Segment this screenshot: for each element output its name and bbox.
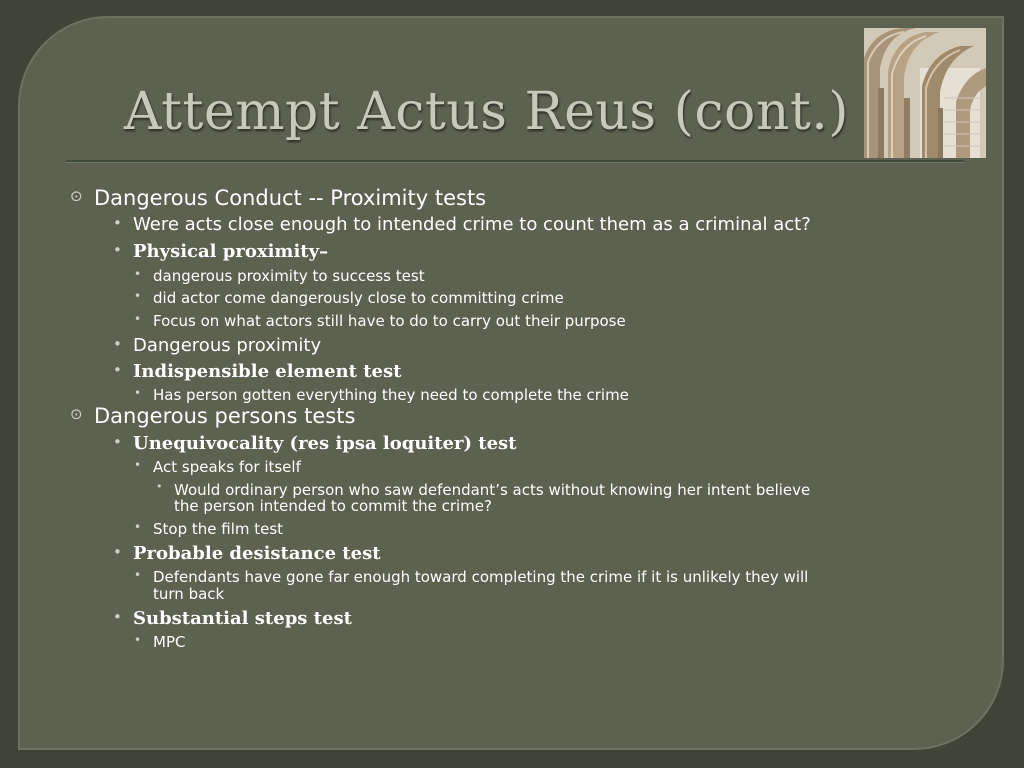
bullet-text: Defendants have gone far enough toward completing the crime if it is unlikely they will (153, 568, 809, 586)
bullet-l2 (113, 241, 329, 262)
bullet-text: Dangerous proximity (133, 335, 322, 356)
bullet-l3 (134, 520, 284, 538)
dot-bullet-icon: • (134, 289, 142, 303)
dot-bullet-icon: • (134, 312, 142, 326)
bullet-text: Indispensible element test (133, 361, 402, 382)
bullet-text: did actor come dangerously close to committing crime (153, 289, 564, 307)
bullet-l2 (113, 433, 517, 454)
dot-bullet-icon: • (113, 214, 122, 232)
bullet-text: Probable desistance test (133, 543, 381, 564)
bullet-text: MPC (153, 633, 186, 651)
dot-bullet-icon: • (113, 335, 122, 353)
circle-bullet-icon: ⊙ (70, 187, 83, 205)
bullet-text: Unequivocality (res ipsa loquiter) test (133, 433, 517, 454)
bullet-l3 (134, 568, 809, 586)
dot-bullet-icon: • (113, 433, 122, 451)
gothic-arches-illustration (864, 28, 986, 158)
bullet-text: Dangerous persons tests (94, 404, 356, 428)
bullet-text: Substantial steps test (133, 608, 352, 629)
bullet-l3 (134, 267, 425, 285)
gothic-arches-photo (864, 28, 986, 158)
bullet-text: the person intended to commit the crime? (174, 497, 492, 515)
dot-bullet-icon: • (134, 633, 142, 647)
dot-bullet-icon: • (134, 568, 142, 582)
dot-bullet-icon: • (113, 543, 122, 561)
bullet-text: turn back (153, 585, 225, 603)
dot-bullet-icon: • (113, 241, 122, 259)
circle-bullet-icon: ⊙ (70, 405, 83, 423)
bullet-l2 (113, 543, 381, 564)
title-divider (66, 160, 964, 163)
bullet-l3-continuation (153, 587, 224, 603)
bullet-text: Dangerous Conduct -- Proximity tests (94, 186, 487, 210)
bullet-text: Were acts close enough to intended crime to count them as a criminal act? (133, 214, 811, 235)
bullet-l3 (134, 386, 629, 404)
bullet-text: Would ordinary person who saw defendant’s acts without knowing her intent believe (174, 481, 811, 499)
dot-bullet-icon: • (113, 608, 122, 626)
slide-title: Attempt Actus Reus (cont.) (124, 82, 850, 142)
bullet-l2 (113, 214, 811, 235)
bullet-text: Stop the film test (153, 520, 284, 538)
bullet-l3 (134, 633, 186, 651)
bullet-l1 (70, 404, 356, 428)
bullet-l3 (134, 312, 626, 330)
dot-bullet-icon: • (134, 386, 142, 400)
bullet-text: dangerous proximity to success test (153, 267, 425, 285)
bullet-l2 (113, 335, 322, 356)
bullet-text: Has person gotten everything they need to complete the crime (153, 386, 629, 404)
bullet-text: Focus on what actors still have to do to carry out their purpose (153, 312, 626, 330)
dot-bullet-icon: • (134, 267, 142, 281)
bullet-l3 (134, 289, 564, 307)
dot-bullet-icon: • (156, 480, 163, 493)
bullet-l1 (70, 186, 487, 210)
bullet-l4-continuation (174, 499, 492, 515)
bullet-l3 (134, 458, 301, 476)
dot-bullet-icon: • (134, 520, 142, 534)
bullet-l2 (113, 361, 402, 382)
bullet-l2 (113, 608, 352, 629)
dot-bullet-icon: • (134, 458, 142, 472)
bullet-text: Physical proximity– (133, 241, 329, 262)
dot-bullet-icon: • (113, 361, 122, 379)
bullet-text: Act speaks for itself (153, 458, 301, 476)
